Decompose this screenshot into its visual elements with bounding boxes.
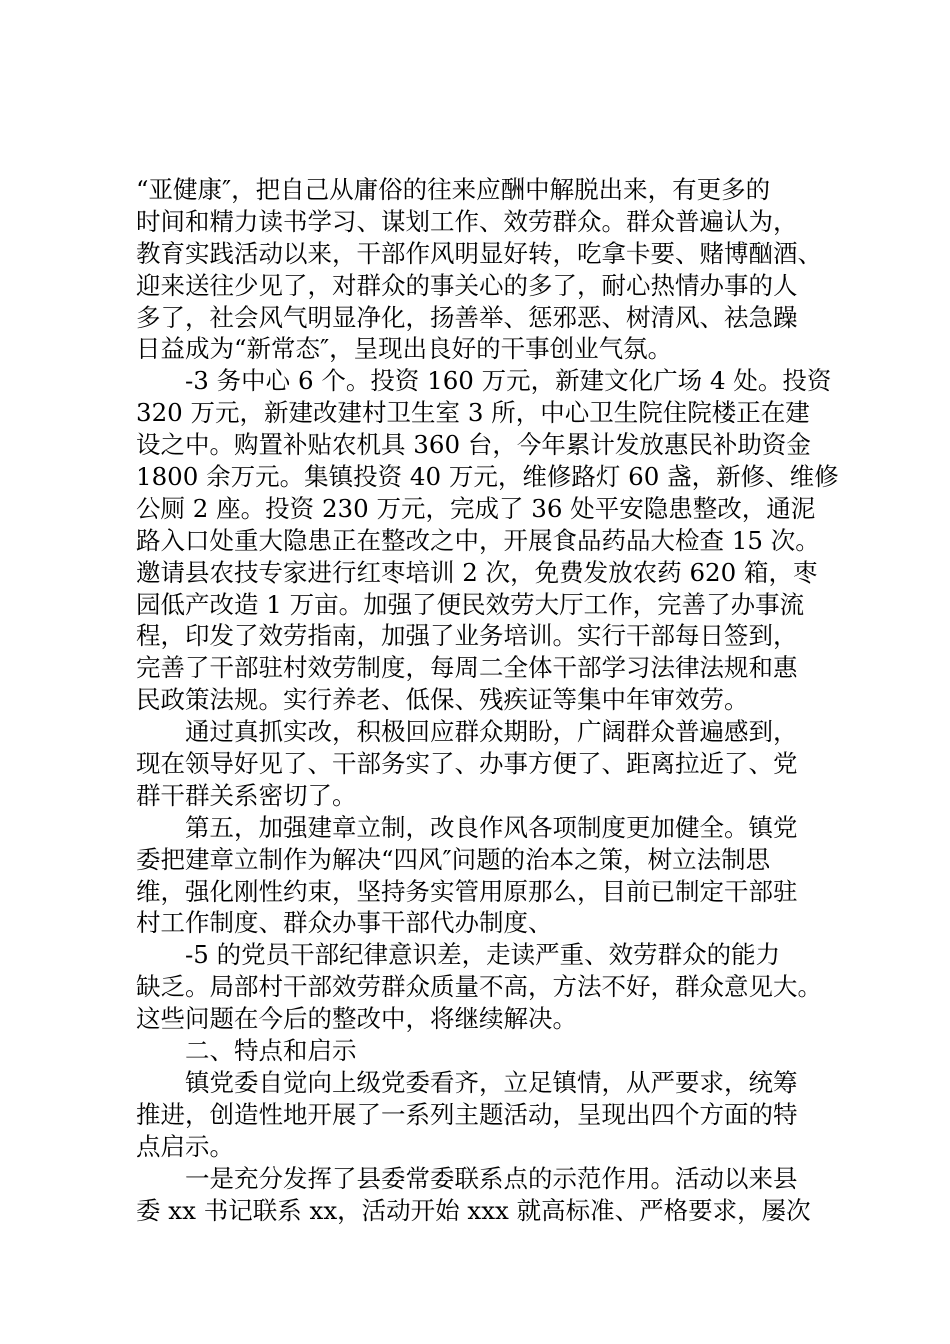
text-line: 日益成为“新常态″，呈现出良好的干事创业气氛。 xyxy=(136,334,673,364)
text-line: 320 万元，新建改建村卫生室 3 所，中心卫生院住院楼正在建 xyxy=(136,398,810,428)
text-line: 群干群关系密切了。 xyxy=(136,780,357,810)
text-line: 邀请县农技专家进行红枣培训 2 次，免费发放农药 620 箱，枣 xyxy=(136,557,818,587)
text-line: 时间和精力读书学习、谋划工作、效劳群众。群众普遍认为， xyxy=(136,206,798,236)
text-line: 二、特点和启示 xyxy=(185,1036,357,1066)
text-line: -5 的党员干部纪律意识差，走读严重、效劳群众的能力 xyxy=(185,940,781,970)
text-line: 园低产改造 1 万亩。加强了便民效劳大厅工作，完善了办事流 xyxy=(136,589,805,619)
text-line: 1800 余万元。集镇投资 40 万元，维修路灯 60 盏，新修、维修 xyxy=(136,462,839,492)
text-line: 点启示。 xyxy=(136,1131,234,1161)
text-line: 现在领导好见了、干部务实了、办事方便了、距离拉近了、党 xyxy=(136,749,798,779)
text-line: 一是充分发挥了县委常委联系点的示范作用。活动以来县 xyxy=(185,1163,798,1193)
text-line: 镇党委自觉向上级党委看齐，立足镇情，从严要求，统筹 xyxy=(185,1067,798,1097)
text-line: 维，强化刚性约束，坚持务实管用原那么，目前已制定干部驻 xyxy=(136,876,798,906)
text-line: 多了，社会风气明显净化，扬善举、惩邪恶、树清风、祛急躁 xyxy=(136,302,798,332)
text-line: 迎来送往少见了，对群众的事关心的多了，耐心热情办事的人 xyxy=(136,270,798,300)
body-text xyxy=(136,174,856,1226)
text-line: 推进，创造性地开展了一系列主题活动，呈现出四个方面的特 xyxy=(136,1099,798,1129)
text-line: 村工作制度、群众办事干部代办制度、 xyxy=(136,908,553,938)
text-line: 教育实践活动以来，干部作风明显好转，吃拿卡要、赌博酗酒、 xyxy=(136,238,822,268)
text-line: 公厕 2 座。投资 230 万元，完成了 36 处平安隐患整改，通泥 xyxy=(136,493,816,523)
text-line: -3 务中心 6 个。投资 160 万元，新建文化广场 4 处。投资 xyxy=(185,366,832,396)
text-line: 设之中。购置补贴农机具 360 台，今年累计发放惠民补助资金 xyxy=(136,430,811,460)
text-line: 民政策法规。实行养老、低保、残疾证等集中年审效劳。 xyxy=(136,685,749,715)
text-line: 程，印发了效劳指南，加强了业务培训。实行干部每日签到， xyxy=(136,621,798,651)
text-line: 这些问题在今后的整改中，将继续解决。 xyxy=(136,1004,577,1034)
text-line: 委把建章立制作为解决“四风″问题的治本之策，树立法制思 xyxy=(136,844,771,874)
text-line: “亚健康″，把自己从庸俗的往来应酬中解脱出来，有更多的 xyxy=(136,175,771,204)
text-line: 路入口处重大隐患正在整改之中，开展食品药品大检查 15 次。 xyxy=(136,525,820,555)
text-line: 缺乏。局部村干部效劳群众质量不高，方法不好，群众意见大。 xyxy=(136,972,822,1002)
text-line: 通过真抓实改，积极回应群众期盼，广阔群众普遍感到， xyxy=(185,717,798,747)
text-line: 完善了干部驻村效劳制度，每周二全体干部学习法律法规和惠 xyxy=(136,653,798,683)
text-line: 第五，加强建章立制，改良作风各项制度更加健全。镇党 xyxy=(185,812,798,842)
text-line: 委 xx 书记联系 xx，活动开始 xxx 就高标准、严格要求，屡次 xyxy=(136,1195,811,1225)
